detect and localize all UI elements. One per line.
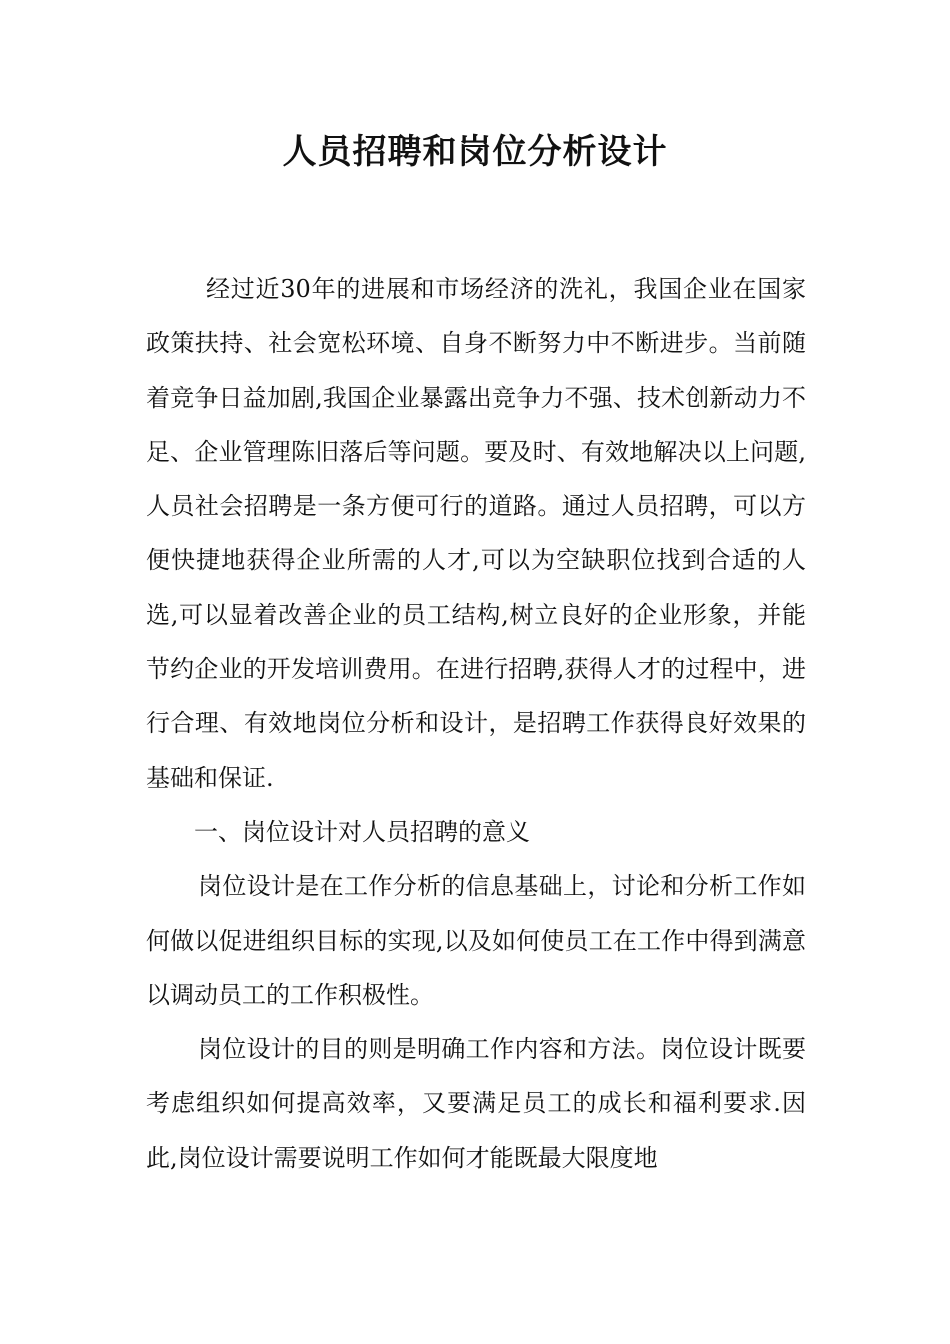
section-paragraph-1: 岗位设计是在工作分析的信息基础上，讨论和分析工作如何做以促进组织目标的实现,以及如何使员工在工作中得到满意以调动员工的工作积极性。	[146, 872, 806, 1009]
section-paragraph-2: 岗位设计的目的则是明确工作内容和方法。岗位设计既要考虑组织如何提高效率，又要满足员工的成长和福利要求.因此,岗位设计需要说明工作如何才能既最大限度地	[146, 1035, 806, 1172]
document-body	[146, 262, 806, 1185]
section-heading: 一、岗位设计对人员招聘的意义	[194, 817, 530, 846]
document-title: 人员招聘和岗位分析设计	[282, 132, 668, 172]
intro-paragraph: 经过近30年的进展和市场经济的洗礼，我国企业在国家政策扶持、社会宽松环境、自身不断努力中不断进步。当前随着竞争日益加剧,我国企业暴露出竞争力不强、技术创新动力不足、企业管理陈旧落后等问题。要及时、有效地解决以上问题,人员社会招聘是一条方便可行的道路。通过人员招聘，可以方便快捷地获得企业所需的人才,可以为空缺职位找到合适的人选,可以显着改善企业的员工结构,树立良好的企业形象，并能节约企业的开发培训费用。在进行招聘,获得人才的过程中，进行合理、有效地岗位分析和设计，是招聘工作获得良好效果的基础和保证.	[146, 275, 806, 792]
